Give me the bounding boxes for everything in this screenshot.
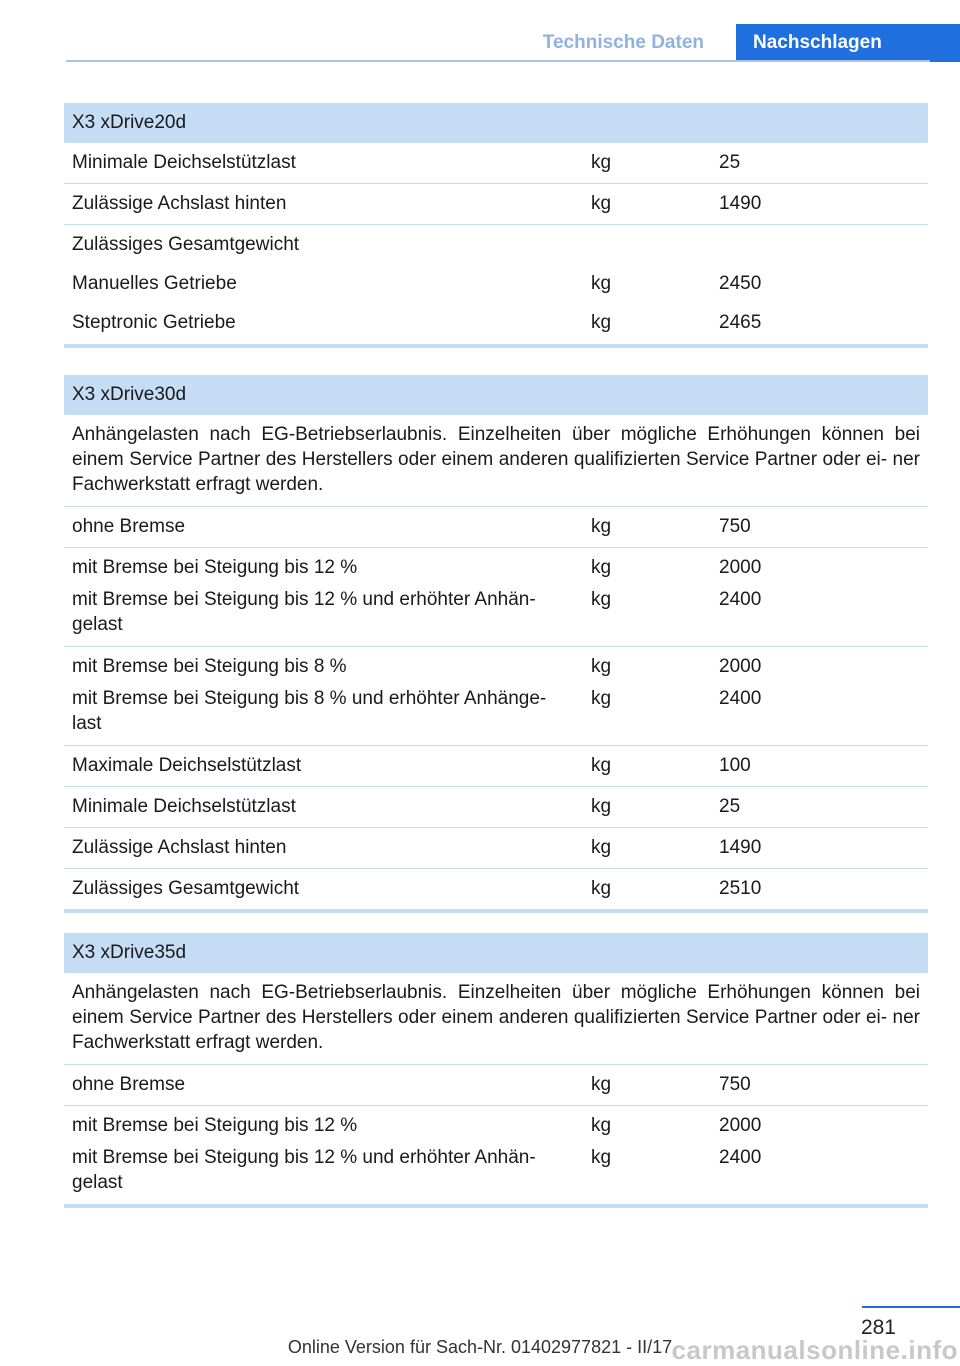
spec-table-xdrive35d [64, 933, 928, 1208]
row-unit: kg [591, 557, 612, 578]
row-value: 2400 [719, 589, 762, 610]
row-value: 2465 [719, 312, 762, 333]
row-label: mit Bremse bei Steigung bis 12 % [72, 1115, 358, 1136]
online-version-note: Online Version für Sach-Nr. 01402977821 - II/17 [287, 1337, 673, 1357]
row-label: Minimale Deichselstützlast [72, 796, 296, 817]
header-divider [66, 60, 930, 62]
table-row [64, 548, 928, 647]
row-value: 1490 [719, 837, 762, 858]
row-label: ohne Bremse [72, 516, 186, 537]
row-label: mit Bremse bei Steigung bis 12 % und erhöhter Anhän- gelast [72, 589, 536, 635]
table-row [64, 869, 928, 913]
table-title: X3 xDrive30d [64, 375, 928, 415]
tab-nachschlagen[interactable]: Nachschlagen [736, 24, 960, 62]
row-unit: kg [591, 656, 612, 677]
row-label: mit Bremse bei Steigung bis 12 % [72, 557, 358, 578]
row-value: 750 [719, 1074, 751, 1095]
row-label: Maximale Deichselstützlast [72, 755, 302, 776]
table-row [64, 1065, 928, 1106]
row-unit: kg [591, 1074, 612, 1095]
page-header [66, 24, 960, 62]
row-value: 2400 [719, 688, 762, 709]
row-label: Zulässiges Gesamtgewicht [72, 878, 300, 899]
table-title: X3 xDrive35d [64, 933, 928, 973]
row-label: ohne Bremse [72, 1074, 186, 1095]
row-label: mit Bremse bei Steigung bis 12 % und erhöhter Anhän- gelast [72, 1147, 536, 1193]
watermark-logo: carmanualsonline.info [671, 1335, 958, 1365]
row-value: 2000 [719, 656, 762, 677]
spec-table-xdrive20d [64, 103, 928, 348]
row-unit: kg [591, 1147, 612, 1168]
row-value: 1490 [719, 193, 762, 214]
row-label: Steptronic Getriebe [72, 312, 236, 333]
table-row [64, 184, 928, 225]
row-value: 25 [719, 796, 741, 817]
table-row [64, 143, 928, 184]
tab-technische-daten[interactable]: Technische Daten [542, 32, 704, 53]
row-unit: kg [591, 688, 612, 709]
row-label: Zulässige Achslast hinten [72, 837, 287, 858]
page-number: 281 [860, 1316, 896, 1339]
row-unit: kg [591, 152, 612, 173]
row-unit: kg [591, 273, 612, 294]
row-unit: kg [591, 312, 612, 333]
spec-table-xdrive30d [64, 375, 928, 913]
table-row [64, 507, 928, 548]
row-unit: kg [591, 589, 612, 610]
row-value: 2000 [719, 1115, 762, 1136]
table-description: Anhängelasten nach EG-Betriebserlaubnis. Einzelheiten über mögliche Erhöhungen können bei einem Service Partner des Herstellers oder einem anderen qualifizierten Service Partner oder ei- ner Fachwerkstatt erfragt werden. [64, 973, 928, 1065]
row-value: 750 [719, 516, 751, 537]
row-value: 2400 [719, 1147, 762, 1168]
table-row [64, 787, 928, 828]
table-row [64, 828, 928, 869]
row-label: mit Bremse bei Steigung bis 8 % und erhöhter Anhänge- last [72, 688, 547, 734]
row-unit: kg [591, 1115, 612, 1136]
row-value: 25 [719, 152, 741, 173]
row-unit: kg [591, 516, 612, 537]
row-label: mit Bremse bei Steigung bis 8 % [72, 656, 347, 677]
row-value: 2000 [719, 557, 762, 578]
table-row [64, 746, 928, 787]
row-value: 100 [719, 755, 751, 776]
row-unit: kg [591, 878, 612, 899]
table-description: Anhängelasten nach EG-Betriebserlaubnis. Einzelheiten über mögliche Erhöhungen können bei einem Service Partner des Herstellers oder einem anderen qualifizierten Service Partner oder ei- ner Fachwerkstatt erfragt werden. [64, 415, 928, 507]
row-label: Zulässiges Gesamtgewicht [72, 234, 300, 255]
row-label: Manuelles Getriebe [72, 273, 237, 294]
row-label: Zulässige Achslast hinten [72, 193, 287, 214]
row-label: Minimale Deichselstützlast [72, 152, 296, 173]
row-unit: kg [591, 755, 612, 776]
table-row [64, 225, 928, 348]
table-row [64, 647, 928, 746]
row-value: 2450 [719, 273, 762, 294]
row-unit: kg [591, 796, 612, 817]
row-unit: kg [591, 837, 612, 858]
row-unit: kg [591, 193, 612, 214]
table-title: X3 xDrive20d [64, 103, 928, 143]
table-row [64, 1106, 928, 1208]
footer-divider [862, 1306, 960, 1308]
row-value: 2510 [719, 878, 762, 899]
